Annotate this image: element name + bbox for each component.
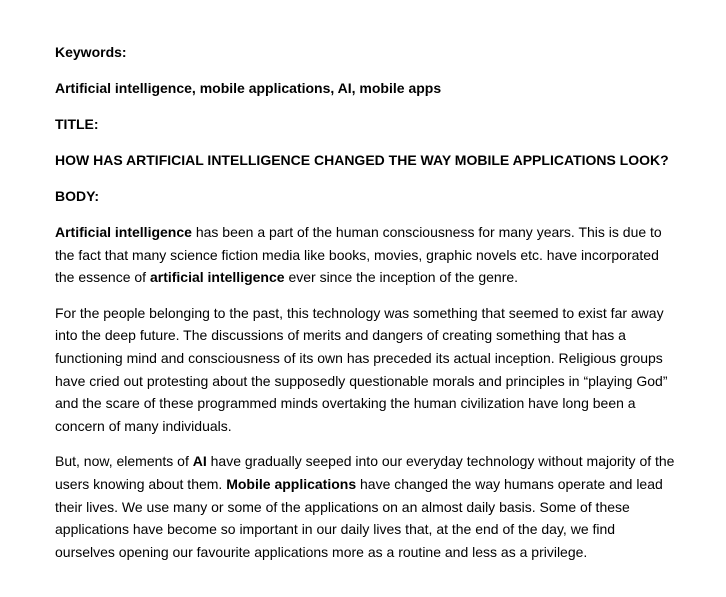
keywords-text: Artificial intelligence, mobile applications, AI, mobile apps — [55, 80, 442, 96]
body-paragraph-1 — [55, 221, 675, 289]
paragraph-text: has been a part of the human consciousness for many years. This is due to the fact that many science fiction media like books, movies, graphic novels etc. have incorporated the essence of — [55, 224, 662, 286]
paragraph-text: have gradually seeped into our everyday technology without majority of the users knowing about them. — [55, 453, 675, 492]
body-paragraph-3 — [55, 450, 675, 563]
body-paragraph-2: For the people belonging to the past, this technology was something that seemed to exist far away into the deep future. The discussions of merits and dangers of creating something that has a functioning mind and consciousness of its own has preceded its actual inception. Religious groups have cried out protesting about the supposedly questionable morals and principles in “playing God” and the scare of these programmed minds overtaking the human civilization have long been a concern of many individuals. — [55, 304, 668, 434]
article-title: HOW HAS ARTIFICIAL INTELLIGENCE CHANGED THE WAY MOBILE APPLICATIONS LOOK? — [55, 152, 669, 168]
bold-term: artificial intelligence — [149, 269, 285, 286]
body-label: BODY: — [55, 188, 100, 204]
bold-term: AI — [192, 453, 207, 470]
bold-term: Mobile applications — [226, 475, 357, 492]
paragraph-text: But, now, elements of — [55, 453, 193, 470]
paragraph-text: have changed the way humans operate and lead their lives. We use many or some of the applications on an almost daily basis. Some of these applications have become so important in our daily lives that, at the end of the day, we find ourselves opening our favourite applications more as a routine and less as a privilege. — [55, 475, 663, 560]
document-page — [55, 41, 675, 576]
bold-term: Artificial intelligence — [55, 224, 192, 240]
paragraph-text: ever since the inception of the genre. — [284, 269, 519, 286]
keywords-label: Keywords: — [55, 44, 127, 60]
title-label: TITLE: — [55, 116, 99, 132]
